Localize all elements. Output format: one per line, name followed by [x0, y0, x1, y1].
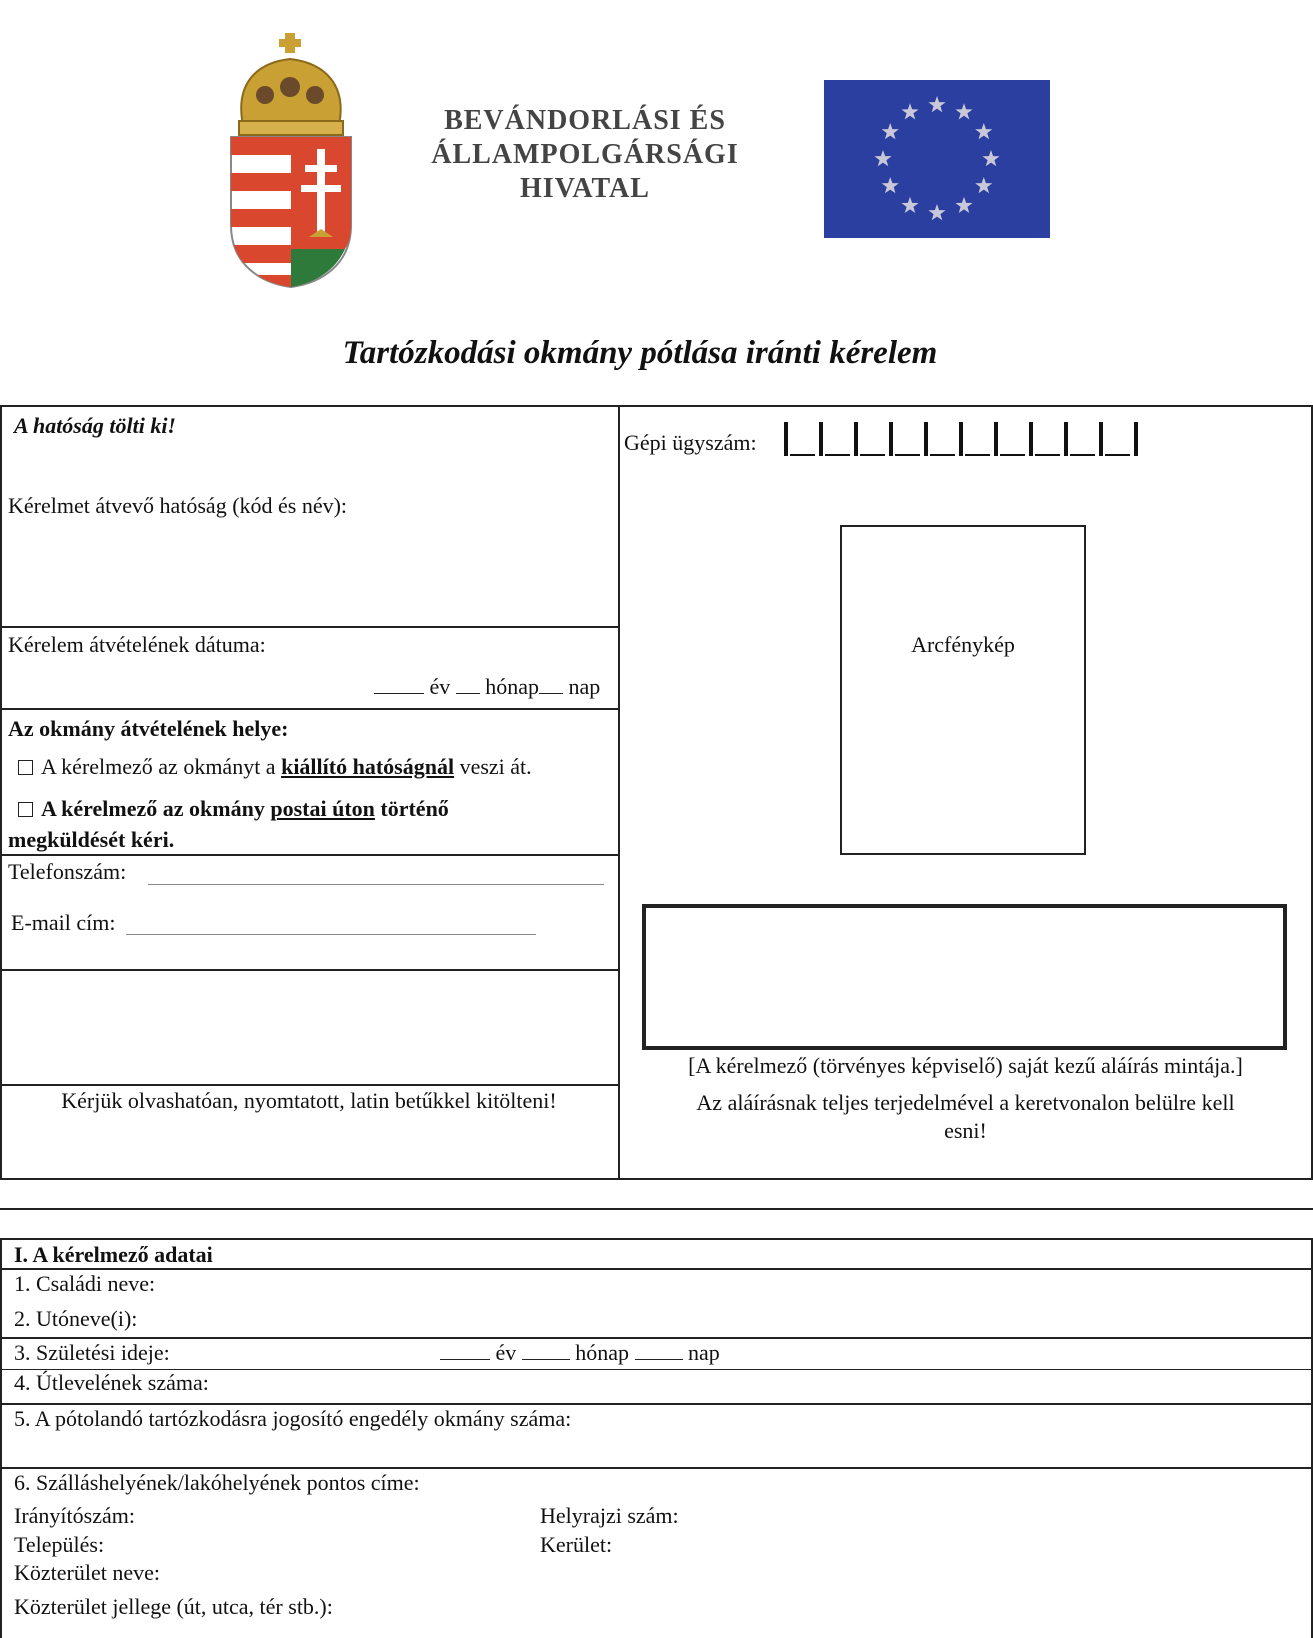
pickup-option1-post: veszi át.	[454, 754, 532, 779]
case-cell-underline	[1035, 454, 1060, 456]
applicant-section-title: I. A kérelmező adatai	[14, 1242, 213, 1267]
district-label[interactable]: Kerület:	[540, 1532, 613, 1557]
street-type-label[interactable]: Közterület jellege (út, utca, tér stb.):	[14, 1594, 333, 1619]
divider-contact	[0, 854, 618, 856]
address-heading: 6. Szálláshelyének/lakóhelyének pontos címe:	[14, 1470, 420, 1495]
case-cell-underline	[825, 454, 850, 456]
settlement-label[interactable]: Település:	[14, 1532, 105, 1557]
divider-instruction	[0, 1084, 618, 1086]
family-name-label[interactable]: 1. Családi neve:	[14, 1271, 156, 1296]
receipt-date-label: Kérelem átvételének dátuma:	[8, 632, 266, 657]
pickup-option1-text: A kérelmező az okmányt a	[41, 754, 282, 779]
birth-day-label: nap	[688, 1340, 720, 1365]
given-names-label[interactable]: 2. Utóneve(i):	[14, 1306, 138, 1331]
pickup-post-checkbox[interactable]	[18, 802, 33, 817]
postal-code-label[interactable]: Irányítószám:	[14, 1503, 135, 1528]
case-cell-underline	[1105, 454, 1130, 456]
case-cell-underline	[790, 454, 815, 456]
pickup-authority-checkbox[interactable]	[18, 760, 33, 775]
case-cell-divider	[784, 422, 788, 456]
eu-flag	[824, 80, 1050, 238]
case-cell-underline	[895, 454, 920, 456]
pickup-option1-emph: kiállító hatóságnál	[281, 754, 455, 779]
birth-date-fields[interactable]	[440, 1342, 720, 1364]
pickup-heading: Az okmány átvételének helye:	[8, 716, 289, 741]
case-cell-underline	[965, 454, 990, 456]
case-cell-underline	[930, 454, 955, 456]
case-cell-divider	[1134, 422, 1138, 456]
agency-line-2: ÁLLAMPOLGÁRSÁGI	[431, 139, 739, 170]
applicant-frame	[0, 1238, 1313, 1638]
case-number-label: Gépi ügyszám:	[624, 430, 757, 455]
signature-box[interactable]	[642, 904, 1287, 1050]
birth-date-label[interactable]: 3. Születési ideje:	[14, 1340, 170, 1365]
divider-pickup	[0, 708, 618, 710]
fill-instruction: Kérjük olvashatóan, nyomtatott, latin betűkkel kitölteni!	[61, 1088, 557, 1113]
divider-date	[0, 626, 618, 628]
row-line-4	[0, 1403, 1313, 1405]
form-title: Tartózkodási okmány pótlása iránti kérelem	[342, 335, 938, 371]
case-cell-underline	[1000, 454, 1025, 456]
agency-name	[420, 104, 750, 206]
case-number-cells[interactable]	[780, 420, 1150, 462]
email-label: E-mail cím:	[11, 910, 116, 935]
pickup-option-post[interactable]	[18, 798, 449, 820]
divider-blank	[0, 969, 618, 971]
case-cell-divider	[994, 422, 998, 456]
row-line-2	[0, 1337, 1313, 1339]
hungarian-coat-of-arms	[225, 25, 365, 295]
permit-number-label[interactable]: 5. A pótolandó tartózkodásra jogosító engedély okmány száma:	[14, 1406, 572, 1431]
case-cell-divider	[1099, 422, 1103, 456]
pickup-option-authority[interactable]	[18, 756, 532, 778]
signature-note-line1: Az aláírásnak teljes terjedelmével a keretvonalon belülre kell	[696, 1090, 1235, 1115]
row-line-5	[0, 1467, 1313, 1469]
date-year-label: év	[429, 674, 451, 699]
case-cell-divider	[959, 422, 963, 456]
separator-line	[0, 1208, 1313, 1210]
passport-number-label[interactable]: 4. Útlevelének száma:	[14, 1370, 209, 1395]
agency-line-3: HIVATAL	[520, 173, 650, 204]
row-line-1	[0, 1268, 1313, 1270]
pickup-option2-post: történő	[374, 796, 449, 821]
signature-note-line2: esni!	[944, 1118, 987, 1143]
phone-label: Telefonszám:	[8, 859, 127, 884]
case-cell-underline	[860, 454, 885, 456]
case-cell-divider	[819, 422, 823, 456]
case-cell-underline	[1070, 454, 1095, 456]
birth-year-label: év	[495, 1340, 517, 1365]
agency-line-1: BEVÁNDORLÁSI ÉS	[444, 105, 726, 136]
pickup-option2-text: A kérelmező az okmány	[41, 796, 271, 821]
case-cell-divider	[889, 422, 893, 456]
receiving-authority-label: Kérelmet átvevő hatóság (kód és név):	[8, 493, 348, 518]
case-cell-divider	[1064, 422, 1068, 456]
case-cell-divider	[924, 422, 928, 456]
email-input-line[interactable]	[126, 934, 536, 935]
case-cell-divider	[854, 422, 858, 456]
birth-month-label: hónap	[575, 1340, 630, 1365]
phone-input-line[interactable]	[148, 884, 604, 885]
pickup-option2-emph: postai úton	[270, 796, 375, 821]
receipt-date-fields	[374, 676, 600, 698]
pickup-option2-line2: megküldését kéri.	[8, 827, 175, 852]
photo-label: Arcfénykép	[911, 632, 1015, 657]
lot-number-label[interactable]: Helyrajzi szám:	[540, 1503, 679, 1528]
date-day-label: nap	[568, 674, 601, 699]
date-month-label: hónap	[485, 674, 540, 699]
authority-heading: A hatóság tölti ki!	[14, 413, 176, 438]
photo-box	[840, 525, 1086, 855]
signature-caption: [A kérelmező (törvényes képviselő) saját kezű aláírás mintája.]	[688, 1053, 1243, 1078]
street-name-label[interactable]: Közterület neve:	[14, 1560, 160, 1585]
case-cell-divider	[1029, 422, 1033, 456]
